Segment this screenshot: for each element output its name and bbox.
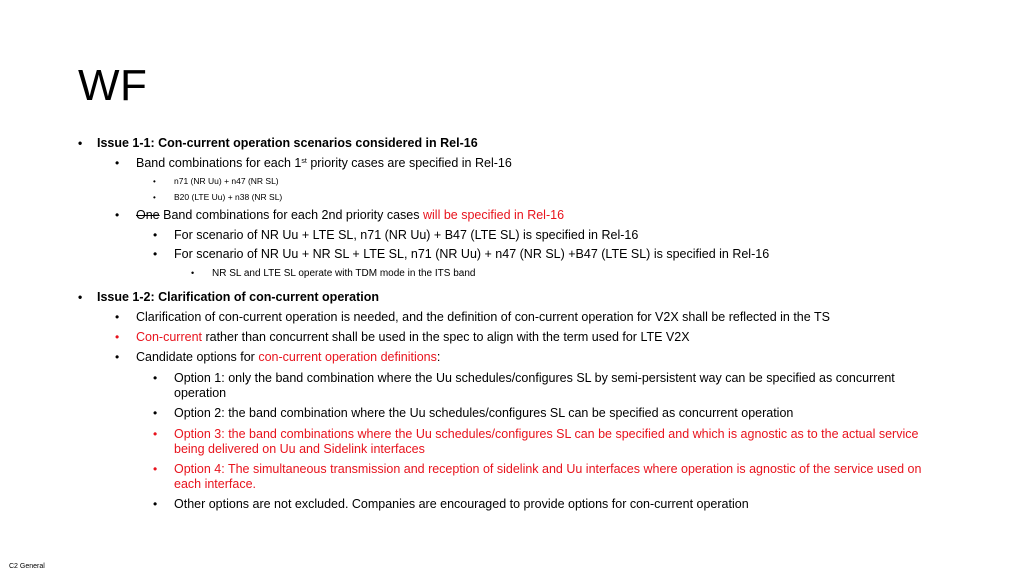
bullet: • <box>153 462 158 476</box>
item-text: n71 (NR Uu) + n47 (NR SL) <box>174 176 279 186</box>
bullet: • <box>153 406 158 420</box>
bullet: • <box>153 427 158 441</box>
item-text: Candidate options for <box>136 350 259 364</box>
item-text: Band combinations for each 2nd priority cases <box>159 208 423 222</box>
item-text: Option 2: the band combination where the Uu schedules/configures SL can be specified as concurrent operation <box>174 406 794 420</box>
bullet: • <box>153 228 158 242</box>
issue-1-2-item-3 <box>115 350 996 365</box>
item-text: Band combinations for each 1 <box>136 156 302 170</box>
issue-1-2-heading-text: Issue 1-2: Clarification of con-current operation <box>97 290 379 304</box>
bullet: • <box>78 136 83 150</box>
bullet: • <box>115 310 120 324</box>
item-text: rather than concurrent shall be used in the spec to align with the term used for LTE V2X <box>202 330 690 344</box>
issue-1-1-sub-2a <box>153 228 974 243</box>
bullet: • <box>115 350 120 364</box>
red-text: will be specified in Rel-16 <box>422 208 565 222</box>
superscript: st <box>301 158 307 165</box>
item-text: Other options are not excluded. Companies are encouraged to provide options for con-current operation <box>174 497 749 511</box>
issue-1-2-item-1 <box>115 310 996 325</box>
issue-1-2-item-2 <box>115 330 996 345</box>
option-3 <box>153 427 934 457</box>
bullet: • <box>78 290 83 304</box>
red-text: Con-current <box>136 330 202 344</box>
item-text: Option 4: The simultaneous transmission and reception of sidelink and Uu interfaces where operation is agnostic of the service used on each interface. <box>174 462 922 491</box>
option-1 <box>153 371 914 401</box>
slide-title: WF <box>78 61 148 110</box>
issue-1-1-item-1 <box>115 156 996 171</box>
item-text: priority cases are specified in Rel-16 <box>306 156 512 170</box>
option-5 <box>153 497 974 512</box>
item-text: Clarification of con-current operation is needed, and the definition of con-current operation for V2X shall be reflected in the TS <box>136 310 830 324</box>
classification-footer: C2 General <box>9 563 45 570</box>
issue-1-1-heading-text: Issue 1-1: Con-current operation scenarios considered in Rel-16 <box>97 136 478 150</box>
red-text: con-current operation definitions <box>258 350 437 364</box>
issue-1-1-heading <box>78 136 997 151</box>
item-text: For scenario of NR Uu + LTE SL, n71 (NR Uu) + B47 (LTE SL) is specified in Rel-16 <box>174 228 639 242</box>
item-text: B20 (LTE Uu) + n38 (NR SL) <box>174 192 283 202</box>
bullet: • <box>115 208 120 222</box>
item-text: Option 1: only the band combination where the Uu schedules/configures SL by semi-persistent way can be specified as concurrent operation <box>174 371 895 400</box>
issue-1-1-sub-1b <box>153 192 974 203</box>
issue-1-2-heading <box>78 290 997 305</box>
bullet: • <box>153 247 158 261</box>
option-4 <box>153 462 944 492</box>
strikethrough-text: One <box>136 208 160 222</box>
issue-1-1-sub-2b-note <box>191 266 972 281</box>
bullet: • <box>153 177 156 186</box>
issue-1-1-item-2 <box>115 208 996 223</box>
issue-1-1-sub-1a <box>153 176 974 187</box>
bullet: • <box>153 497 158 511</box>
item-text: NR SL and LTE SL operate with TDM mode in the ITS band <box>212 268 476 279</box>
bullet: • <box>153 371 158 385</box>
bullet: • <box>115 156 120 170</box>
item-text: Option 3: the band combinations where the Uu schedules/configures SL can be specified and which is agnostic as to the actual service being delivered on Uu and Sidelink interfaces <box>174 427 919 456</box>
issue-1-1-sub-2b <box>153 247 974 262</box>
option-2 <box>153 406 974 421</box>
bullet: • <box>115 330 120 344</box>
bullet: • <box>153 193 156 202</box>
item-text: : <box>436 350 441 364</box>
item-text: For scenario of NR Uu + NR SL + LTE SL, n71 (NR Uu) + n47 (NR SL) +B47 (LTE SL) is specified in Rel-16 <box>174 247 770 261</box>
bullet: • <box>191 268 195 278</box>
